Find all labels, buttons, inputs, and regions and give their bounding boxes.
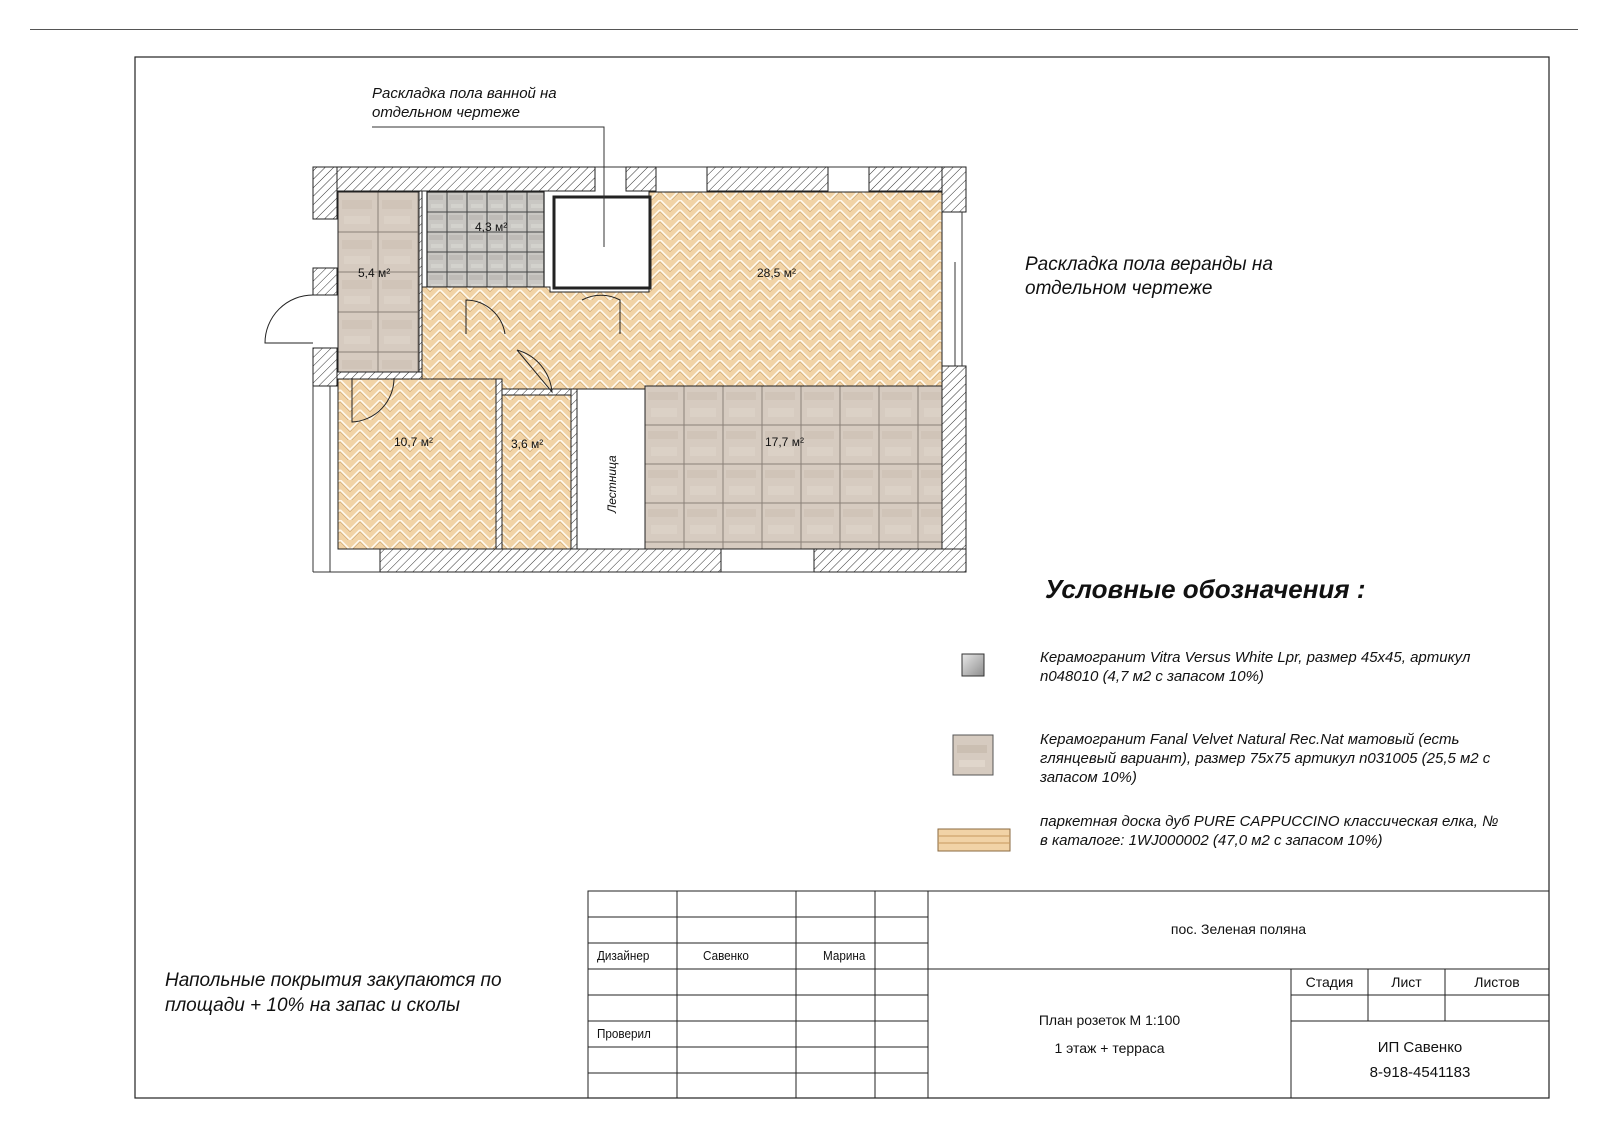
company-name: ИП Савенко <box>1377 1039 1463 1056</box>
designer-surname: Савенко <box>703 948 749 963</box>
checked-role: Проверил <box>597 1026 651 1041</box>
wall-top-3 <box>707 167 828 191</box>
room-area-5-4: 5,4 м² <box>358 266 391 280</box>
floor-plan <box>265 127 966 572</box>
purchase-note: Напольные покрытия закупаются по площади + 10% на запас и сколы <box>165 970 502 1016</box>
floor-room-4-3 <box>427 192 544 287</box>
legend-swatch-parquet <box>938 829 1010 851</box>
designer-role: Дизайнер <box>597 948 650 963</box>
wall-int-4 <box>502 389 571 395</box>
floor-room-10-7 <box>338 379 496 549</box>
stage-header: Стадия <box>1305 974 1354 990</box>
drawing-subtitle: 1 этаж + терраса <box>1054 1040 1165 1056</box>
sheet-header: Лист <box>1391 974 1422 990</box>
veranda-floor-note: Раскладка пола веранды на отдельном чертеже <box>1025 254 1273 299</box>
wall-right-1 <box>942 167 966 212</box>
wall-bottom-1 <box>380 549 721 572</box>
wall-bottom-2 <box>814 549 966 572</box>
wall-left-2 <box>313 268 337 295</box>
sheets-header: Листов <box>1474 974 1520 990</box>
legend-item-beige-tile: Керамогранит Fanal Velvet Natural Rec.Nat матовый (есть глянцевый вариант), размер 75х75 артикул n031005 (25,5 м2 с запасом 10%) <box>1040 731 1491 786</box>
room-area-4-3: 4,3 м² <box>475 220 508 234</box>
floor-room-5-4 <box>338 192 419 372</box>
location-label: пос. Зеленая поляна <box>1170 921 1307 937</box>
wall-int-5 <box>571 389 577 549</box>
legend-item-parquet: паркетная доска дуб PURE CAPPUCCINO классическая елка, № в каталоге: 1WJ000002 (47,0 м2 с запасом 10%) <box>1040 813 1499 849</box>
wall-left-1 <box>313 167 337 219</box>
wc-area <box>554 197 650 288</box>
wall-top-1 <box>313 167 595 191</box>
floor-room-17-7 <box>645 386 942 549</box>
wall-left-3 <box>313 348 337 386</box>
legend-swatch-grey-tile <box>962 654 984 676</box>
floor-room-3-6 <box>502 395 571 549</box>
legend-swatch-beige-tile <box>953 735 993 775</box>
legend-item-grey-tile: Керамогранит Vitra Versus White Lpr, размер 45х45, артикул n048010 (4,7 м2 с запасом 10%) <box>1040 649 1471 685</box>
stairs-label: Лестница <box>605 455 619 513</box>
legend-title: Условные обозначения : <box>1045 574 1366 604</box>
room-area-3-6: 3,6 м² <box>511 437 544 451</box>
wall-top-2 <box>626 167 656 191</box>
room-area-10-7: 10,7 м² <box>394 435 433 449</box>
wall-right-2 <box>942 366 966 572</box>
designer-name: Марина <box>823 948 866 963</box>
wall-int-3 <box>496 379 502 549</box>
room-area-28-5: 28,5 м² <box>757 266 796 280</box>
drawing-title: План розеток М 1:100 <box>1038 1012 1181 1028</box>
room-area-17-7: 17,7 м² <box>765 435 804 449</box>
company-phone: 8-918-4541183 <box>1369 1064 1471 1081</box>
bath-floor-note: Раскладка пола ванной на отдельном чертеже <box>372 85 557 121</box>
